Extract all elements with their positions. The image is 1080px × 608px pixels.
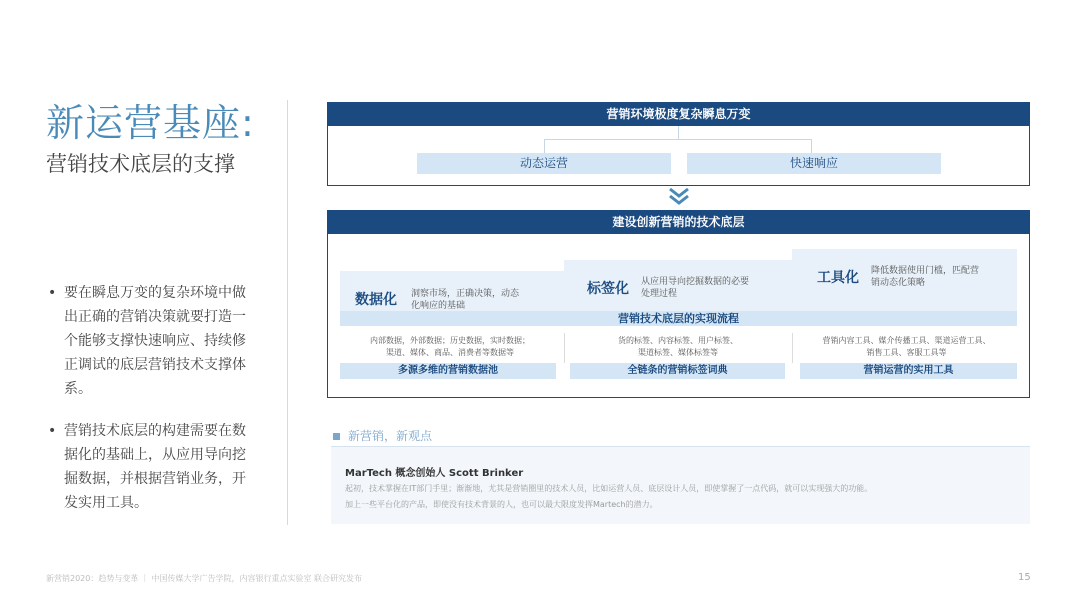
square-icon: [333, 433, 340, 440]
step-desc: 洞察市场，正确决策，动态化响应的基础: [411, 289, 520, 311]
column-desc: [796, 335, 1017, 359]
quote-box: [331, 446, 1030, 524]
bullet-text: 营销技术底层的构建需要在数据化的基础上，从应用导向挖掘数据，并根据营销业务，开发实用工具。: [64, 423, 246, 511]
column-desc-line: 渠道、媒体、商品、消费者等数据等: [386, 348, 514, 357]
quote-line: 起初，技术掌握在IT部门手里；渐渐地，尤其是营销圈里的技术人员，比如运营人员、底层设计人员，即使掌握了一点代码，就可以实现强大的功能。: [345, 484, 873, 493]
vertical-divider: [287, 100, 288, 525]
connector-line: [811, 139, 812, 153]
step-desc: 降低数据使用门槛，匹配营销动态化策略: [871, 266, 980, 288]
tech-foundation-header: 建设创新营销的技术底层: [328, 211, 1029, 234]
column-desc-line: 内部数据，外部数据；历史数据，实时数据；: [370, 336, 530, 345]
fast-response-pill: 快速响应: [687, 153, 941, 174]
column-divider: [792, 333, 793, 363]
dynamic-ops-pill: 动态运营: [417, 153, 671, 174]
page-title: 新运营基座:: [46, 101, 255, 145]
column-pill: 全链条的营销标签词典: [570, 363, 785, 379]
connector-line: [544, 139, 811, 140]
connector-line: [544, 139, 545, 153]
column-pill: 营销运营的实用工具: [800, 363, 1017, 379]
column-desc: [340, 335, 560, 359]
quote-title: MarTech 概念创始人 Scott Brinker: [345, 468, 524, 479]
bullet-text: 要在瞬息万变的复杂环境中做出正确的营销决策就要打造一个能够支撑快速响应、持续修正调试的底层营销技术支撑体系。: [64, 285, 246, 397]
footer-text: 新营销2020：趋势与变革 ｜ 中国传媒大学广告学院，内容银行重点实验室 联合研究发布: [46, 574, 362, 583]
step-title: 数据化: [355, 292, 397, 308]
list-item: [46, 281, 256, 401]
column-pill: 多源多维的营销数据池: [340, 363, 556, 379]
column-desc-line: 销售工具、客服工具等: [866, 348, 947, 357]
page-number: 15: [1018, 572, 1031, 583]
quote-header-text: 新营销，新观点: [348, 429, 433, 443]
quote-line: 加上一些平台化的产品，即使没有技术背景的人，也可以最大限度发挥Martech的潜力。: [345, 500, 658, 509]
tech-foundation-box: [327, 210, 1030, 398]
step-title: 工具化: [817, 270, 859, 286]
list-item: [46, 419, 256, 515]
column-divider: [564, 333, 565, 363]
quote-text: [345, 481, 1015, 513]
quote-header: [333, 427, 432, 444]
connector-line: [678, 126, 679, 139]
column-desc: [568, 335, 788, 359]
chevron-down-icon: [668, 187, 690, 205]
column-desc-line: 渠道标签、媒体标签等: [638, 348, 718, 357]
bullet-dot-icon: •: [48, 423, 57, 439]
step-desc: 从应用导向挖掘数据的必要处理过程: [641, 277, 750, 299]
step-title: 标签化: [587, 281, 629, 297]
page-subtitle: 营销技术底层的支撑: [46, 152, 235, 176]
column-desc-line: 营销内容工具、媒介传播工具、渠道运营工具、: [822, 336, 991, 345]
bullet-dot-icon: •: [48, 285, 57, 301]
bullet-list: [46, 281, 256, 533]
flow-bar: 营销技术底层的实现流程: [340, 311, 1017, 326]
environment-header: 营销环境极度复杂瞬息万变: [328, 103, 1029, 126]
column-desc-line: 货的标签、内容标签、用户标签、: [618, 336, 738, 345]
environment-box: [327, 102, 1030, 186]
